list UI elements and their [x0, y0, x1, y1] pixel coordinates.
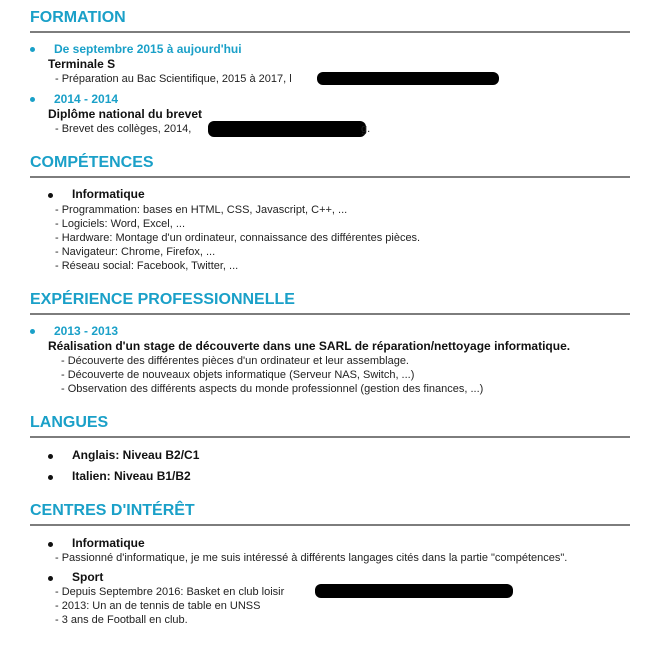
entry-line: - Observation des différents aspects du monde professionnel (gestion des finances, ...) — [61, 383, 484, 395]
entry-title: Terminale S — [48, 57, 116, 71]
entry-line: - Préparation au Bac Scientifique, 2015 à 2017, l — [55, 73, 292, 85]
entry-line: - Brevet des collèges, 2014, — [55, 123, 192, 135]
section-divider — [30, 313, 630, 315]
section-langues — [30, 413, 630, 438]
entry-date: 2013 - 2013 — [54, 324, 119, 338]
section-divider — [30, 524, 630, 526]
section-divider — [30, 176, 630, 178]
bullet — [30, 329, 35, 334]
section-formation — [30, 8, 630, 33]
item-line: - Navigateur: Chrome, Firefox, ... — [55, 246, 216, 258]
section-title-experience: EXPÉRIENCE PROFESSIONNELLE — [30, 291, 295, 308]
interets-items — [30, 536, 630, 636]
section-title-formation: FORMATION — [30, 9, 126, 26]
section-title-competences: COMPÉTENCES — [30, 154, 154, 171]
entry-title: Diplôme national du brevet — [48, 107, 203, 121]
section-experience — [30, 290, 630, 315]
entry-title: Réalisation d'un stage de découverte dans une SARL de réparation/nettoyage informatique. — [48, 339, 571, 353]
redaction-block — [317, 72, 499, 85]
formation-entries — [30, 42, 630, 138]
entry-date: De septembre 2015 à aujourd'hui — [54, 42, 242, 56]
entry-date: 2014 - 2014 — [54, 92, 119, 106]
experience-entries — [30, 324, 630, 400]
item-line: - Passionné d'informatique, je me suis intéressé à différents langages cités dans la partie "compétences". — [55, 552, 568, 564]
entry-line-tail: g. — [361, 123, 371, 135]
section-divider — [30, 31, 630, 33]
bullet — [48, 576, 53, 581]
item-line: - Réseau social: Facebook, Twitter, ... — [55, 260, 239, 272]
section-interets — [30, 501, 630, 526]
bullet — [48, 542, 53, 547]
item-line: - Hardware: Montage d'un ordinateur, connaissance des différentes pièces. — [55, 232, 421, 244]
section-title-langues: LANGUES — [30, 414, 109, 431]
bullet — [48, 475, 53, 480]
section-title-interets: CENTRES D'INTÉRÊT — [30, 502, 195, 519]
item-heading: Sport — [72, 570, 104, 584]
language-item: Italien: Niveau B1/B2 — [72, 469, 191, 483]
item-line: - Programmation: bases en HTML, CSS, Javascript, C++, ... — [55, 204, 348, 216]
section-divider — [30, 436, 630, 438]
item-heading: Informatique — [72, 536, 145, 550]
langues-items — [30, 448, 630, 488]
section-competences — [30, 153, 630, 178]
competences-items — [30, 187, 630, 277]
redaction-block — [208, 121, 366, 137]
bullet — [48, 454, 53, 459]
redaction-block — [315, 584, 513, 598]
item-line: - Depuis Septembre 2016: Basket en club loisir — [55, 586, 285, 598]
entry-line: - Découverte des différentes pièces d'un ordinateur et leur assemblage. — [61, 355, 409, 367]
bullet — [30, 47, 35, 52]
language-item: Anglais: Niveau B2/C1 — [72, 448, 200, 462]
item-line: - Logiciels: Word, Excel, ... — [55, 218, 186, 230]
item-line: - 3 ans de Football en club. — [55, 614, 188, 626]
item-line: - 2013: Un an de tennis de table en UNSS — [55, 600, 261, 612]
bullet — [48, 193, 53, 198]
item-heading: Informatique — [72, 187, 145, 201]
bullet — [30, 97, 35, 102]
entry-line: - Découverte de nouveaux objets informatique (Serveur NAS, Switch, ...) — [61, 369, 415, 381]
